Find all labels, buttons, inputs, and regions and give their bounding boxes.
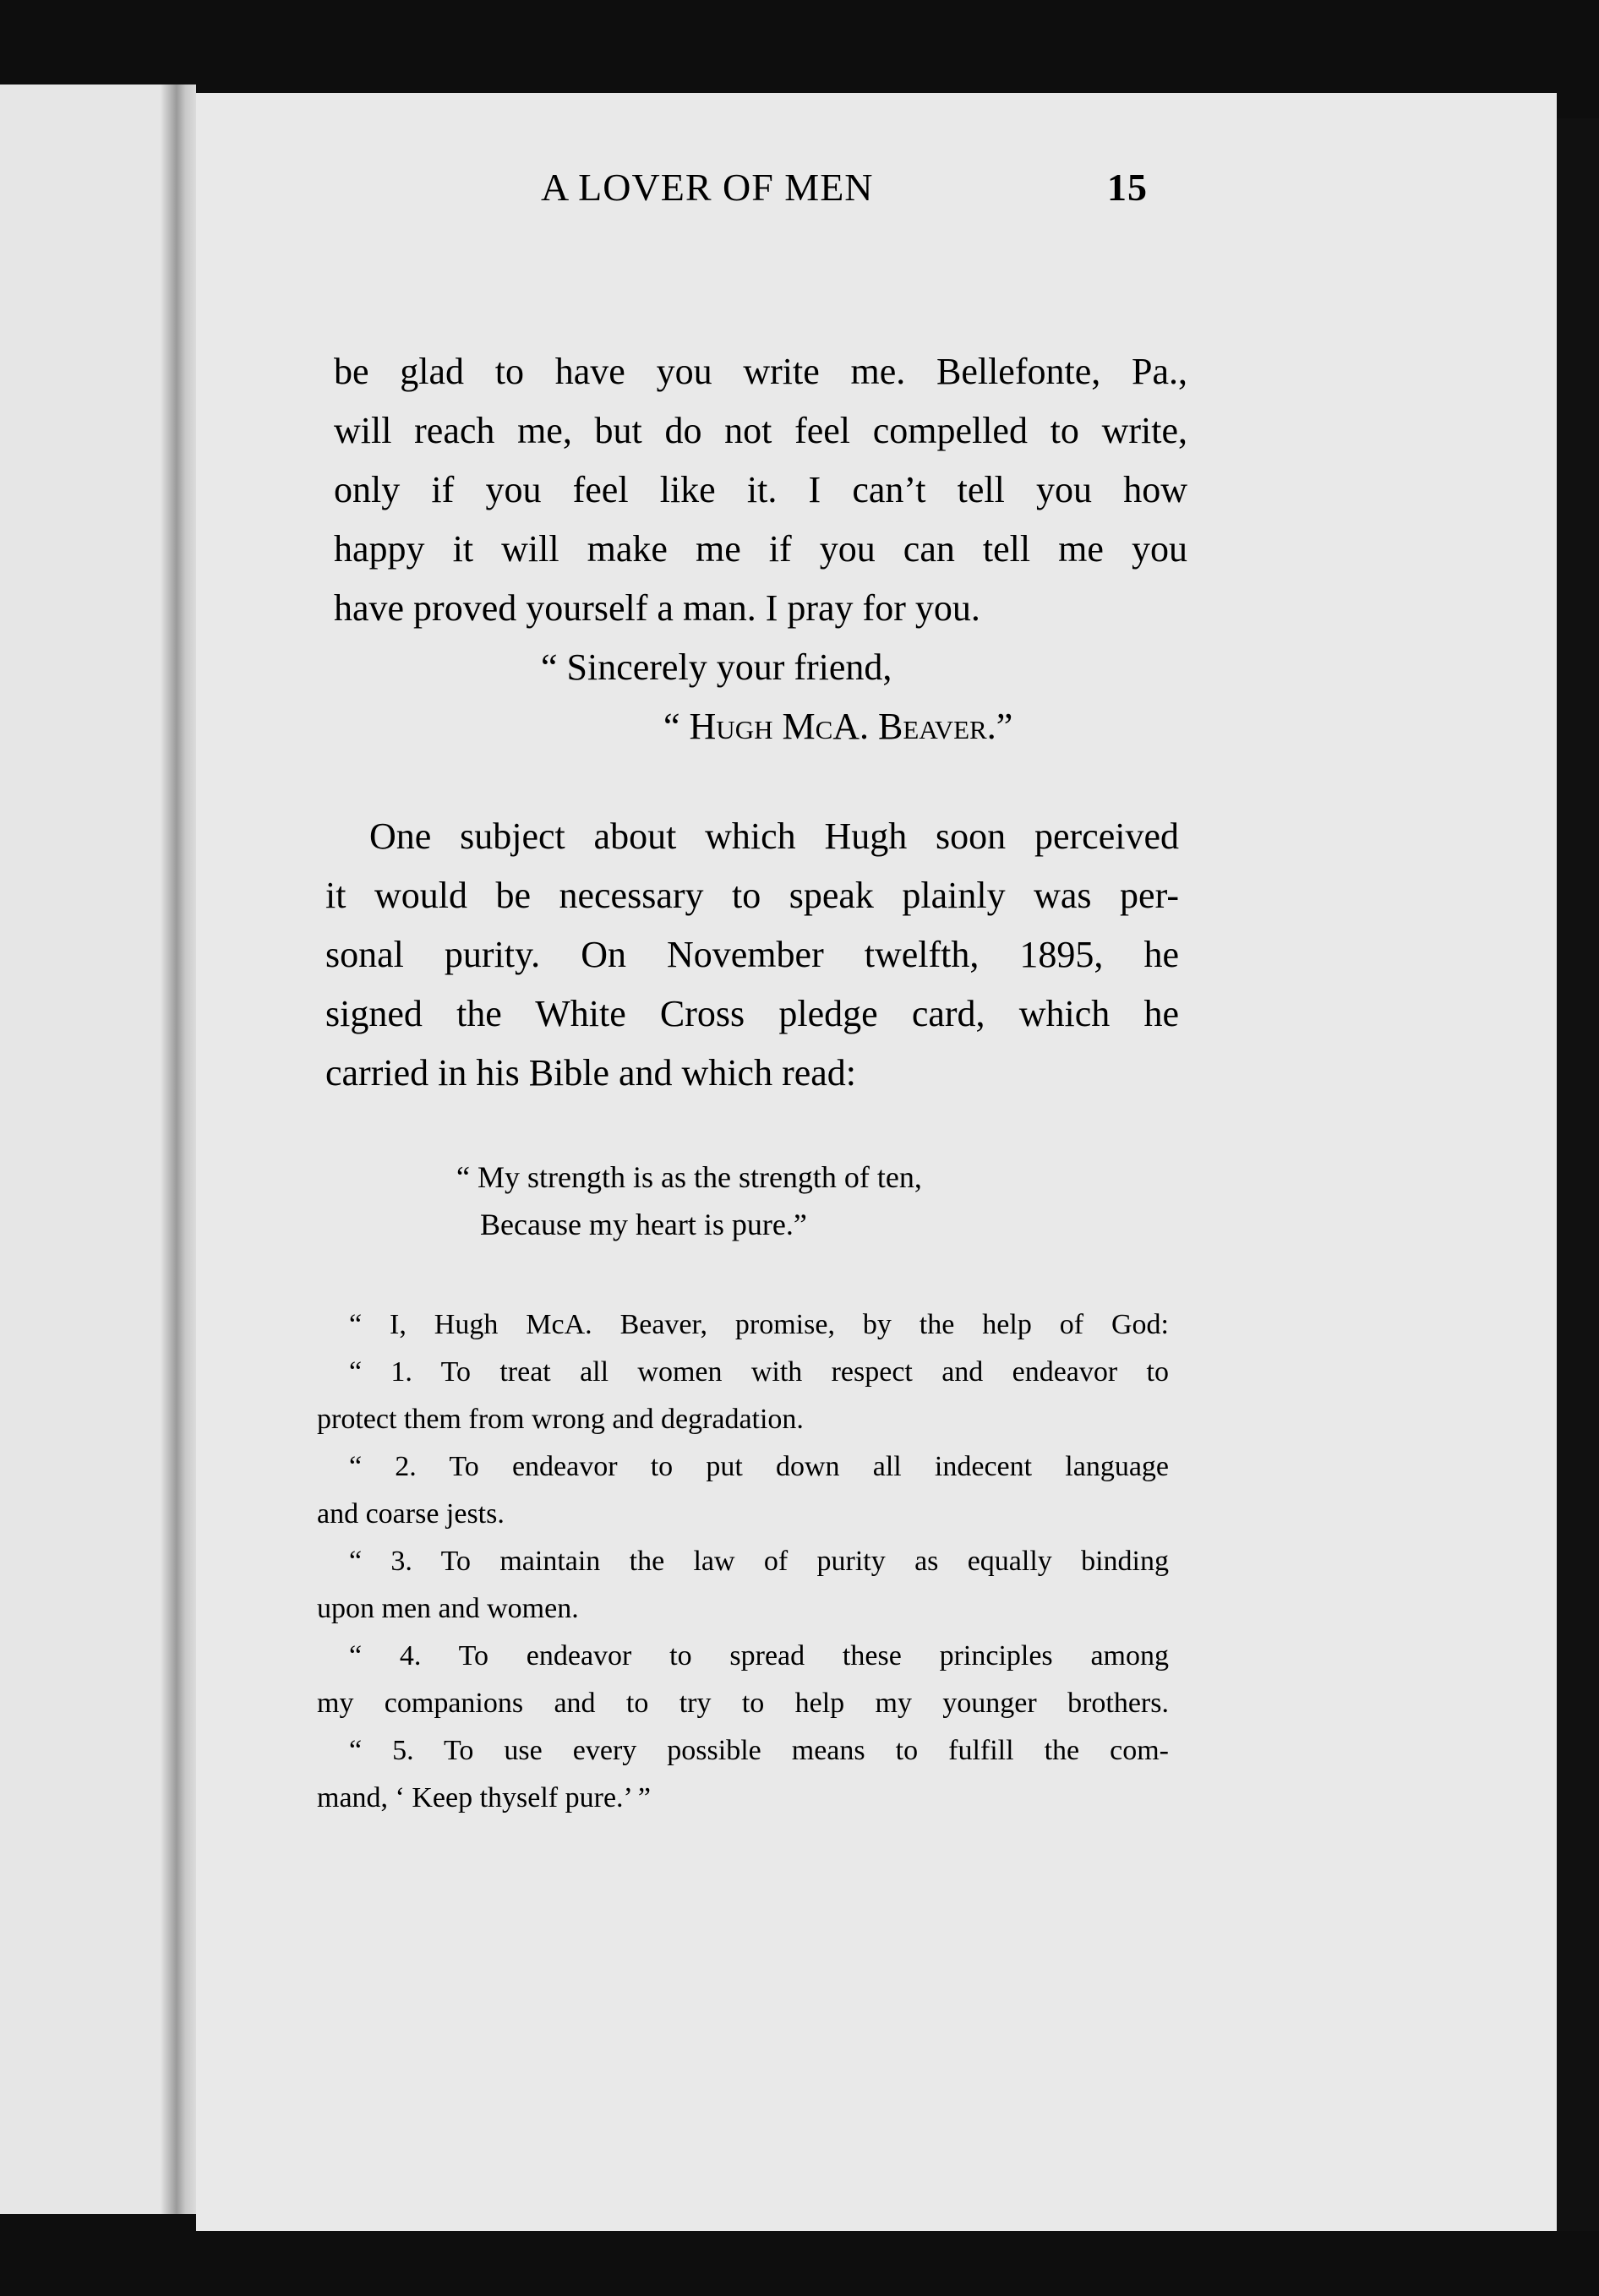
page-gutter: [161, 85, 196, 2214]
pledge-line: “ I, Hugh McA. Beaver, promise, by the help of God:: [349, 1309, 1169, 1340]
paragraph-line: it would be necessary to speak plainly was per-: [325, 875, 1179, 916]
narrative-paragraph: [325, 807, 1179, 1103]
letter-line: happy it will make me if you can tell me you: [334, 528, 1187, 570]
running-head: [347, 165, 1192, 232]
page-edge-shadow: [1557, 118, 1599, 2231]
paragraph-line: One subject about which Hugh soon perceived: [369, 815, 1179, 857]
letter-line: be glad to have you write me. Bellefonte, Pa.,: [334, 351, 1187, 392]
pledge-line: “ 2. To endeavor to put down all indecent language: [349, 1451, 1169, 1482]
paragraph-line: sonal purity. On November twelfth, 1895, he: [325, 934, 1179, 975]
letter-line: only if you feel like it. I can’t tell you how: [334, 469, 1187, 510]
letter-closing: “ Sincerely your friend,: [541, 646, 892, 688]
pledge-line: “ 1. To treat all women with respect and endeavor to: [349, 1356, 1169, 1388]
letter-line: have proved yourself a man. I pray for you.: [334, 587, 980, 629]
letter-line: will reach me, but do not feel compelled to write,: [334, 410, 1187, 451]
pledge-line: “ 3. To maintain the law of purity as equally binding: [349, 1546, 1169, 1577]
pledge-line: protect them from wrong and degradation.: [317, 1404, 804, 1435]
letter-body: [334, 342, 1187, 638]
pledge-line: “ 5. To use every possible means to fulfill the com-: [349, 1735, 1169, 1766]
epigraph-line: “ My strength is as the strength of ten,: [456, 1160, 922, 1194]
pledge-line: my companions and to try to help my younger brothers.: [317, 1688, 1169, 1719]
facing-page: [0, 85, 182, 2214]
paragraph-line: signed the White Cross pledge card, which he: [325, 993, 1179, 1034]
epigraph-line: Because my heart is pure.”: [480, 1208, 807, 1241]
paragraph-line: carried in his Bible and which read:: [325, 1052, 857, 1093]
pledge-card-text: [317, 1301, 1169, 1822]
running-title: A LOVER OF MEN: [541, 166, 874, 209]
page-number: 15: [1107, 166, 1148, 209]
letter-signature: “ Hugh McA. Beaver.”: [663, 706, 1013, 747]
pledge-line: and coarse jests.: [317, 1498, 505, 1530]
pledge-line: “ 4. To endeavor to spread these principles among: [349, 1640, 1169, 1672]
pledge-line: mand, ‘ Keep thyself pure.’ ”: [317, 1782, 651, 1813]
pledge-epigraph: [456, 1153, 1132, 1248]
pledge-line: upon men and women.: [317, 1593, 579, 1624]
